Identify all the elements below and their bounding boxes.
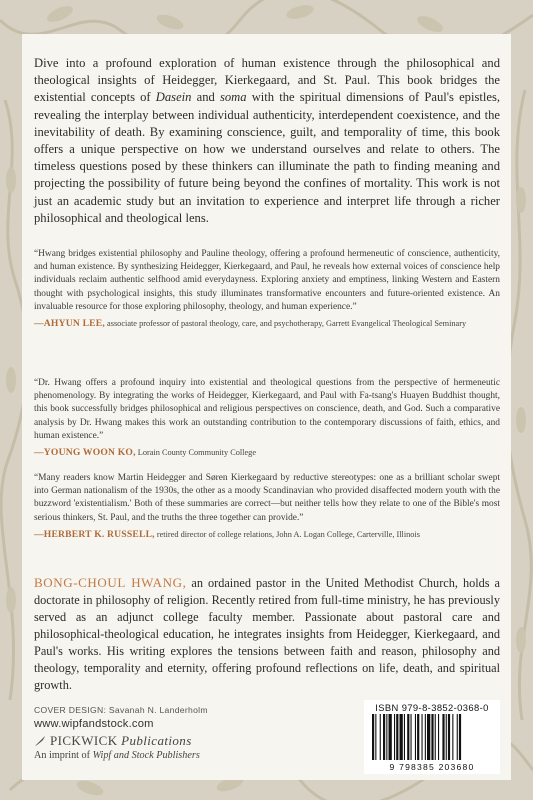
barcode-bar: [386, 714, 387, 760]
endorser-title: Lorain County Community College: [135, 448, 256, 458]
barcode-bar: [415, 714, 416, 760]
isbn-number: ISBN 979-8-3852-0368-0: [375, 702, 489, 713]
endorsement-text: “Dr. Hwang offers a profound inquiry into existential and theological questions from the perspective of hermeneutic phenomenology. By integrating the works of Heidegger, Kierkegaard, and Paul with Fa-tsang's Huayen Buddhist thought, this book successfully bridges philosophical and religious perspectives on conscience, death, and God. Such a comparative analysis by Dr. Hwang makes this work an outstanding contribution to the contemporary discussions of faith, ethics, and human existence.”: [34, 378, 500, 441]
barcode-bar: [380, 714, 381, 760]
imprint-line: [34, 750, 208, 761]
description-conjunction: and: [191, 90, 220, 105]
description-term-soma: soma: [219, 90, 247, 105]
imprint-name: Wipf and Stock Publishers: [92, 750, 200, 761]
endorsement: [34, 472, 500, 542]
barcode-bar: [435, 714, 436, 760]
author-name: BONG-CHOUL HWANG,: [34, 575, 187, 590]
barcode-bar: [407, 714, 409, 760]
barcode-bar: [442, 714, 444, 760]
publisher-suffix: Publications: [121, 733, 192, 748]
endorser-name: —YOUNG WOON KO,: [34, 447, 136, 459]
publisher-line: [34, 733, 208, 749]
barcode-bar: [438, 714, 439, 760]
publisher-website: www.wipfandstock.com: [34, 718, 154, 730]
barcode-bar: [448, 714, 450, 760]
barcode-bar: [446, 714, 447, 760]
description-text-continued: with the spiritual dimensions of Paul's epistles, revealing the interplay between individual authenticity, interdependent coexistence, and the inevitability of death. By examining conscience, guilt, and temporality of time, this book offers a unique perspective on how we understand ourselves and relate to others. The timeless questions posed by these thinkers can illuminate the path to finding meaning and projecting the possibility of future being beyond the confines of mortality. This work is not just an academic study but an invitation to experience and interpret life through a richer philosophical and theological lens.: [34, 90, 501, 225]
publisher-name: [50, 733, 192, 749]
endorser-name: —AHYUN LEE,: [34, 318, 105, 330]
barcode-bar: [452, 714, 453, 760]
isbn-barcode: [364, 700, 500, 774]
barcode-bar: [457, 714, 458, 760]
barcode-bar: [372, 714, 374, 760]
description-text: Dive into a profound exploration of human existence through the philosophical and theological insights of Heidegger, Kierkegaard, and St. Paul. This book bridges the existential concepts of: [34, 56, 500, 105]
barcode-bar: [400, 714, 403, 760]
barcode-bar: [396, 714, 398, 760]
barcode-bar: [383, 714, 385, 760]
barcode-bar: [404, 714, 405, 760]
barcode-bar: [389, 714, 392, 760]
endorsement-attribution: [34, 446, 500, 460]
author-bio-text: an ordained pastor in the United Methodist Church, holds a doctorate in philosophy of religion. Recently retired from full-time ministry, he has previously served as an adjunct college faculty member. Passionate about pastoral care and philosophical-theological education, he integrates insights from Heidegger, Kierkegaard, and Paul's works. His writing explores the tensions between faith and reason, philosophy and theology, temporality and eternity, offering profound reflections on life, death, and spiritual growth.: [34, 576, 501, 692]
endorser-name: —HERBERT K. RUSSELL,: [34, 528, 155, 540]
endorsement: [34, 377, 500, 460]
barcode-bar: [425, 714, 426, 760]
barcode-bar: [375, 714, 376, 760]
endorsement-attribution: [34, 317, 500, 331]
book-description: [34, 55, 500, 227]
barcode-bar: [411, 714, 412, 760]
barcode-bar: [422, 714, 423, 760]
endorser-title: retired director of college relations, John A. Logan College, Carterville, Illinois: [154, 529, 420, 539]
endorsement-attribution: [34, 528, 500, 542]
endorser-title: associate professor of pastoral theology, care, and psychotherapy, Garrett Evangelical Theological Seminary: [104, 319, 467, 329]
publisher-footer: [34, 705, 208, 761]
cover-design-credit: COVER DESIGN: Savanah N. Landerholm: [34, 705, 208, 715]
endorsement-text: “Hwang bridges existential philosophy and Pauline theology, offering a profound hermeneutic of conscience, authenticity, and human existence. By synthesizing Heidegger, Kierkegaard, and Paul, he reveals how external voices of conscience help individuals reclaim authentic selfhood amid everydayness. Exploring anxiety and emptiness, linking Western and Eastern thought with psychological insights, this study illuminates transformative encounters and future-oriented existence. An invaluable resource for those exploring philosophy, theology, and human experience.”: [34, 249, 500, 312]
description-term-dasein: Dasein: [155, 90, 192, 105]
imprint-prefix: An imprint of: [34, 750, 93, 761]
barcode-bar: [427, 714, 430, 760]
barcode-bar: [459, 714, 461, 760]
barcode-bar: [394, 714, 395, 760]
publisher-brand: PICKWICK: [50, 733, 118, 748]
author-bio: [34, 574, 500, 694]
barcode-bar: [431, 714, 433, 760]
endorsement-text: “Many readers know Martin Heidegger and Søren Kierkegaard by reductive stereotypes: one as a brilliant scholar swept into German nationalism of the 1930s, the other as a moody Scandinavian who provided disaffected modern youth with the buzzword 'existentialism.' Both of these summaries are correct—but neither tells how they relate to one of the Bible's most serious thinkers, St. Paul, and the truths the three together can provide.”: [34, 473, 500, 523]
endorsement: [34, 248, 500, 331]
feather-quill-icon: [34, 735, 46, 747]
barcode-bar: [417, 714, 419, 760]
barcode-icon: [370, 714, 494, 760]
barcode-digits: 9 798385 203680: [389, 762, 475, 772]
